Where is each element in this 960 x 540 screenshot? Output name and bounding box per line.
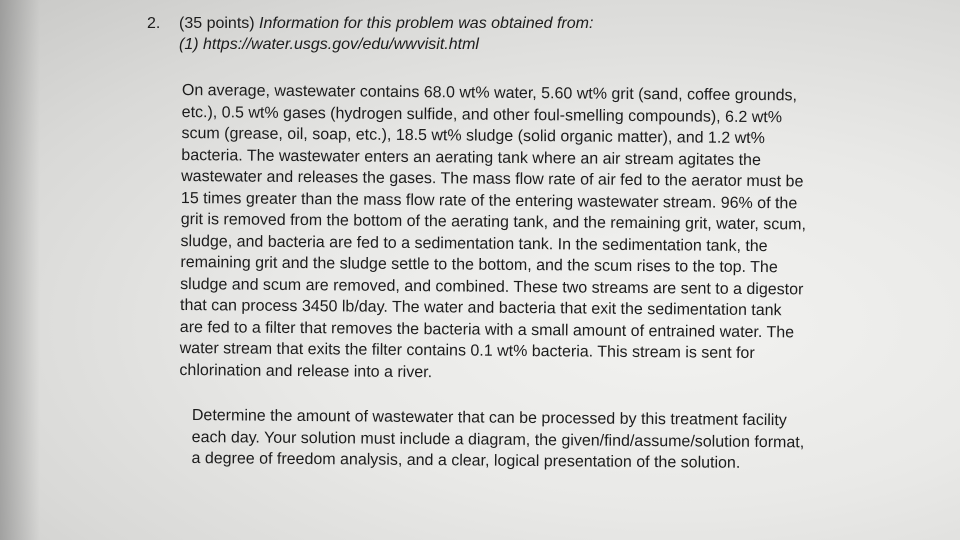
text-line: 15 times greater than the mass flow rate of the entering wastewater stream. 96% of the <box>180 189 798 212</box>
problem-number: 2. <box>147 15 161 32</box>
text-line: water stream that exits the filter contains 0.1 wt% bacteria. This stream is sent for <box>179 339 755 363</box>
text-line: scum (grease, oil, soap, etc.), 18.5 wt% sludge (solid organic matter), and 1.2 wt% <box>181 124 765 148</box>
problem-source-reference: (1) https://water.usgs.gov/edu/wwvisit.html <box>179 36 479 53</box>
problem-source-intro: Information for this problem was obtained from: <box>259 15 594 32</box>
problem-header-line <box>179 14 593 34</box>
text-line: etc.), 0.5 wt% gases (hydrogen sulfide, and other foul-smelling compounds), 6.2 wt% <box>181 103 783 126</box>
problem-points: (35 points) <box>179 15 255 32</box>
text-line: each day. Your solution must include a diagram, the given/find/assume/solution format, <box>191 428 805 451</box>
task-instructions-paragraph <box>191 405 804 475</box>
text-line: sludge, and bacteria are fed to a sedimentation tank. In the sedimentation tank, the <box>180 232 768 255</box>
text-line: wastewater and releases the gases. The mass flow rate of air fed to the aerator must be <box>181 167 804 191</box>
text-line: bacteria. The wastewater enters an aerating tank where an air stream agitates the <box>181 146 761 169</box>
problem-statement-paragraph <box>179 80 807 386</box>
text-line: On average, wastewater contains 68.0 wt% water, 5.60 wt% grit (sand, coffee grounds, <box>181 81 798 105</box>
text-line: are fed to a filter that removes the bacteria with a small amount of entrained water. The <box>179 318 795 341</box>
text-line: Determine the amount of wastewater that can be processed by this treatment facility <box>191 406 787 430</box>
text-line: chlorination and release into a river. <box>179 361 433 381</box>
text-line: that can process 3450 lb/day. The water and bacteria that exit the sedimentation tank <box>179 296 782 320</box>
text-line: grit is removed from the bottom of the aerating tank, and the remaining grit, water, scum, <box>180 210 807 234</box>
text-line: a degree of freedom analysis, and a clear, logical presentation of the solution. <box>191 449 741 472</box>
text-line: sludge and scum are removed, and combined. These two streams are sent to a digestor <box>180 275 804 298</box>
text-line: remaining grit and the sludge settle to the bottom, and the scum rises to the top. The <box>180 253 778 277</box>
